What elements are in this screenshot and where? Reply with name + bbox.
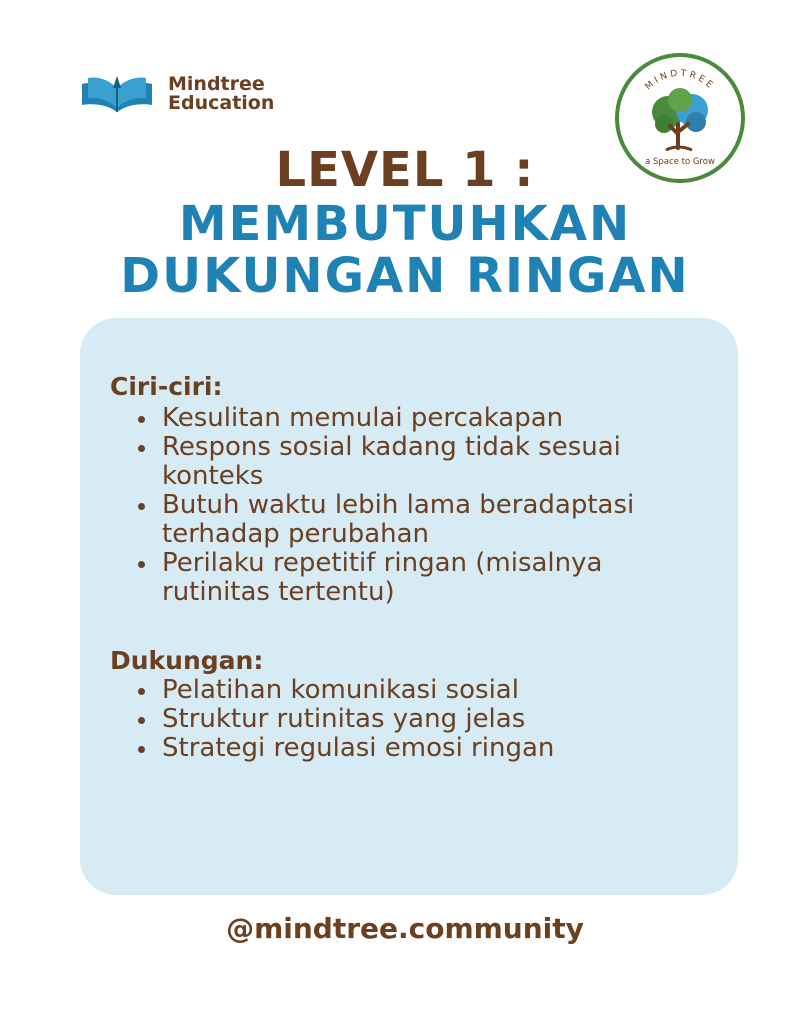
brand-name-line1: Mindtree	[168, 73, 265, 95]
ciri-list	[132, 404, 712, 607]
dukungan-heading: Dukungan:	[110, 646, 264, 675]
list-item: Strategi regulasi emosi ringan	[132, 734, 712, 763]
title-level: LEVEL 1 :	[275, 142, 535, 198]
list-item: Struktur rutinitas yang jelas	[132, 705, 712, 734]
title-line-2: MEMBUTUHKAN	[178, 196, 632, 252]
list-item: Perilaku repetitif ringan (misalnya rutinitas tertentu)	[132, 549, 712, 607]
brand-logo	[80, 72, 274, 116]
list-item: Pelatihan komunikasi sosial	[132, 676, 712, 705]
list-item: Butuh waktu lebih lama beradaptasi terhadap perubahan	[132, 491, 712, 549]
open-book-icon	[80, 72, 154, 116]
brand-name-line2: Education	[168, 92, 275, 114]
badge-arc-text: MINDTREE	[643, 68, 717, 93]
title-line-3: DUKUNGAN RINGAN	[120, 248, 690, 304]
badge-tagline: a Space to Grow	[645, 157, 715, 167]
list-item: Respons sosial kadang tidak sesuai konteks	[132, 433, 712, 491]
dukungan-list	[132, 676, 712, 763]
ciri-heading: Ciri-ciri:	[110, 372, 223, 401]
social-handle: @mindtree.community	[226, 912, 584, 945]
list-item: Kesulitan memulai percakapan	[132, 404, 712, 433]
